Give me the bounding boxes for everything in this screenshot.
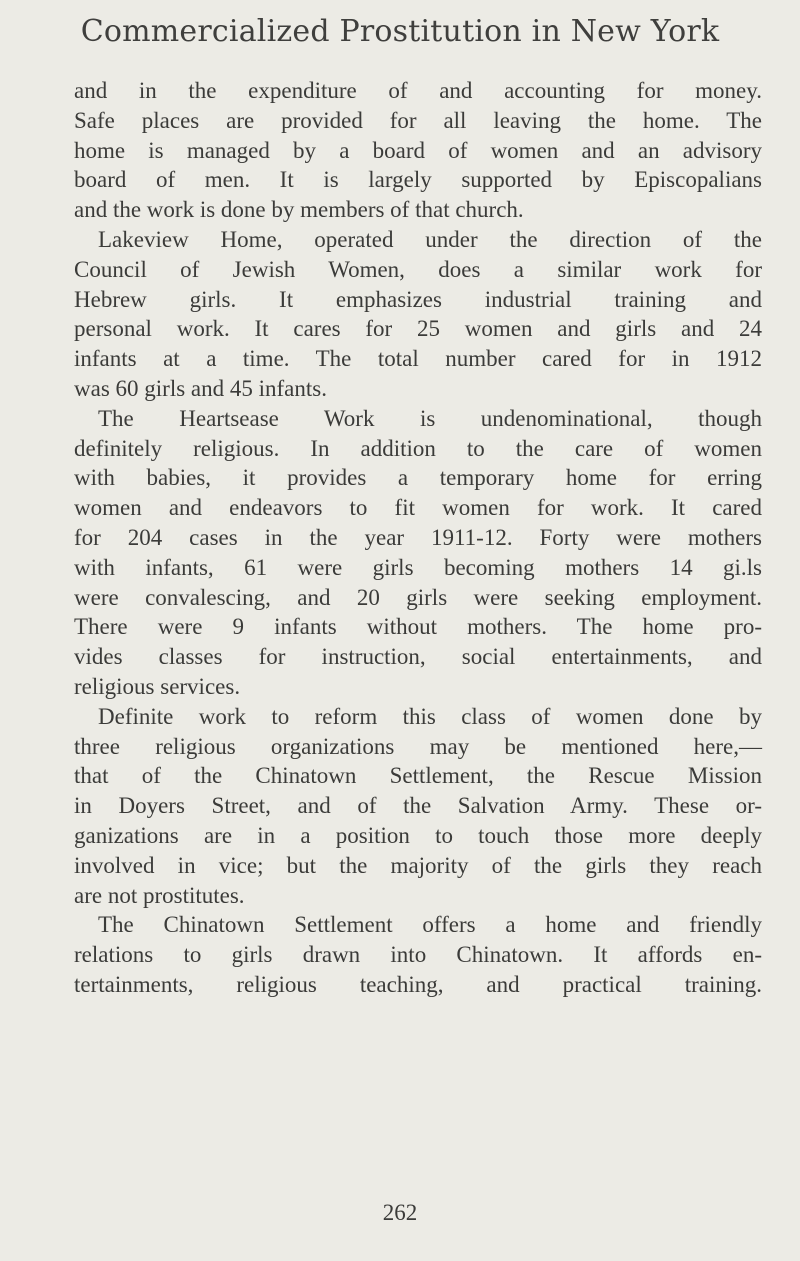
text-line: women and endeavors to fit women for work. It cared — [74, 495, 762, 521]
paragraph-first-line: The Chinatown Settlement offers a home and friendly — [98, 912, 762, 938]
text-line: definitely religious. In addition to the care of women — [74, 435, 762, 461]
text-line: Safe places are provided for all leaving the home. The — [74, 107, 762, 133]
text-line: that of the Chinatown Settlement, the Rescue Mission — [74, 763, 762, 789]
text-line: and in the expenditure of and accounting for money. — [74, 78, 762, 103]
text-line: relations to girls drawn into Chinatown. It affords en- — [74, 942, 762, 968]
text-line: vides classes for instruction, social entertainments, and — [74, 644, 762, 670]
text-line: for 204 cases in the year 1911-12. Forty were mothers — [74, 524, 762, 550]
text-line: tertainments, religious teaching, and practical training. — [74, 971, 762, 997]
text-line: ganizations are in a position to touch those more deeply — [74, 822, 762, 848]
body-text — [74, 76, 762, 1000]
text-line: board of men. It is largely supported by Episcopalians — [74, 167, 762, 193]
text-line: in Doyers Street, and of the Salvation Army. These or- — [74, 793, 762, 819]
text-line: and the work is done by members of that church. — [74, 197, 524, 223]
paragraph-first-line: Definite work to reform this class of women done by — [98, 703, 762, 729]
text-line: with infants, 61 were girls becoming mothers 14 gi.ls — [74, 554, 762, 580]
page-number: 262 — [382, 1200, 418, 1225]
text-line: involved in vice; but the majority of the girls they reach — [74, 852, 762, 878]
text-line: religious services. — [74, 673, 241, 699]
text-line: with babies, it provides a temporary home for erring — [74, 465, 762, 491]
text-line: were convalescing, and 20 girls were seeking employment. — [74, 584, 762, 610]
text-line: are not prostitutes. — [74, 882, 245, 908]
paragraph-first-line: Lakeview Home, operated under the direction of the — [98, 226, 762, 252]
paragraph-first-line: The Heartsease Work is undenominational, though — [98, 405, 762, 431]
text-line: three religious organizations may be mentioned here,— — [74, 733, 762, 759]
text-line: Hebrew girls. It emphasizes industrial training and — [74, 286, 762, 312]
text-line: There were 9 infants without mothers. The home pro- — [74, 614, 762, 640]
text-line: infants at a time. The total number cared for in 1912 — [74, 346, 762, 372]
text-line: Council of Jewish Women, does a similar work for — [74, 256, 762, 282]
text-line: was 60 girls and 45 infants. — [74, 375, 327, 401]
text-line: personal work. It cares for 25 women and girls and 24 — [74, 316, 762, 342]
running-head: Commercialized Prostitution in New York — [80, 14, 720, 49]
text-line: home is managed by a board of women and an advisory — [74, 137, 762, 163]
